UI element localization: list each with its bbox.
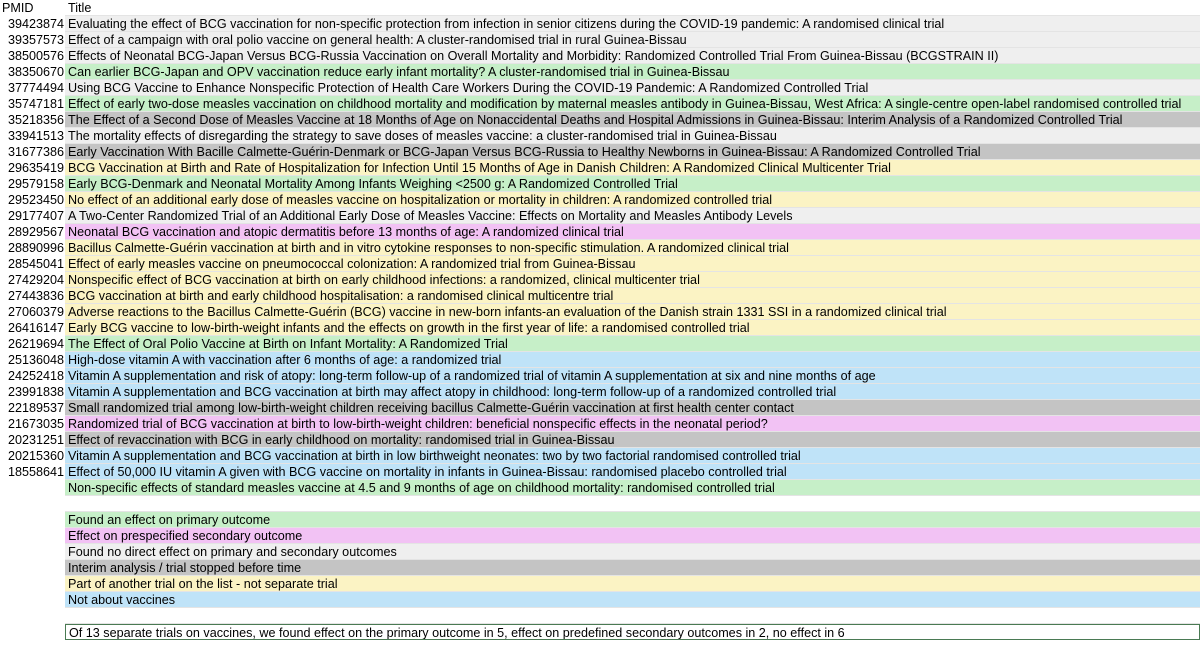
legend-cell[interactable]: Interim analysis / trial stopped before time [65, 560, 1200, 576]
pmid-cell[interactable]: 29579158 [0, 176, 65, 192]
summary-row [0, 624, 1200, 640]
pmid-cell[interactable]: 20231251 [0, 432, 65, 448]
title-cell[interactable]: Non-specific effects of standard measles vaccine at 4.5 and 9 months of age on childhood mortality: randomised controlled trial [65, 480, 1200, 496]
empty-cell[interactable] [0, 496, 65, 512]
empty-cell[interactable] [0, 560, 65, 576]
table-row [0, 368, 1200, 384]
pmid-cell[interactable]: 28545041 [0, 256, 65, 272]
legend [0, 512, 1200, 608]
title-cell[interactable]: No effect of an additional early dose of measles vaccine on hospitalization or mortality in children: A randomized controlled trial [65, 192, 1200, 208]
pmid-cell[interactable]: 26416147 [0, 320, 65, 336]
pmid-cell[interactable]: 21673035 [0, 416, 65, 432]
table-row [0, 80, 1200, 96]
data-rows [0, 16, 1200, 496]
pmid-cell[interactable]: 39357573 [0, 32, 65, 48]
header-title[interactable]: Title [65, 0, 1200, 16]
table-row [0, 336, 1200, 352]
empty-cell[interactable] [65, 496, 1200, 512]
legend-cell[interactable]: Part of another trial on the list - not separate trial [65, 576, 1200, 592]
title-cell[interactable]: The mortality effects of disregarding the strategy to save doses of measles vaccine: a cluster-randomised trial in Guinea-Bissau [65, 128, 1200, 144]
table-row [0, 288, 1200, 304]
table-row [0, 48, 1200, 64]
table-row [0, 112, 1200, 128]
table-row [0, 256, 1200, 272]
title-cell[interactable]: A Two-Center Randomized Trial of an Additional Early Dose of Measles Vaccine: Effects on Mortality and Measles Antibody Levels [65, 208, 1200, 224]
table-row [0, 16, 1200, 32]
legend-cell[interactable]: Effect on prespecified secondary outcome [65, 528, 1200, 544]
pmid-cell[interactable]: 29177407 [0, 208, 65, 224]
legend-row [0, 544, 1200, 560]
empty-cell[interactable] [0, 576, 65, 592]
table-row [0, 128, 1200, 144]
title-cell[interactable]: BCG Vaccination at Birth and Rate of Hospitalization for Infection Until 15 Months of Age in Danish Children: A Randomized Clinical Multicenter Trial [65, 160, 1200, 176]
table-row [0, 480, 1200, 496]
table-row [0, 192, 1200, 208]
table-row [0, 240, 1200, 256]
title-cell[interactable]: Bacillus Calmette-Guérin vaccination at birth and in vitro cytokine responses to non-specific stimulation. A randomized clinical trial [65, 240, 1200, 256]
title-cell[interactable]: The Effect of a Second Dose of Measles Vaccine at 18 Months of Age on Nonaccidental Deaths and Hospital Admissions in Guinea-Bissau: Interim Analysis of a Randomized Controlled Trial [65, 112, 1200, 128]
pmid-cell[interactable]: 38350670 [0, 64, 65, 80]
pmid-cell[interactable]: 26219694 [0, 336, 65, 352]
empty-cell[interactable] [65, 608, 1200, 624]
legend-cell[interactable]: Not about vaccines [65, 592, 1200, 608]
legend-row [0, 560, 1200, 576]
title-cell[interactable]: Nonspecific effect of BCG vaccination at birth on early childhood infections: a randomized, clinical multicenter trial [65, 272, 1200, 288]
table-row [0, 464, 1200, 480]
table-row [0, 224, 1200, 240]
pmid-cell[interactable]: 35747181 [0, 96, 65, 112]
pmid-cell[interactable] [0, 480, 65, 496]
pmid-cell[interactable]: 28890996 [0, 240, 65, 256]
title-cell[interactable]: Using BCG Vaccine to Enhance Nonspecific Protection of Health Care Workers During the COVID-19 Pandemic: A Randomized Controlled Trial [65, 80, 1200, 96]
table-row [0, 400, 1200, 416]
title-cell[interactable]: Vitamin A supplementation and BCG vaccination at birth may affect atopy in childhood: long-term follow-up of a randomized controlled trial [65, 384, 1200, 400]
summary-cell[interactable]: Of 13 separate trials on vaccines, we found effect on the primary outcome in 5, effect on predefined secondary outcomes in 2, no effect in 6 [65, 624, 1200, 640]
empty-cell[interactable] [0, 624, 65, 640]
table-row [0, 272, 1200, 288]
table-row [0, 384, 1200, 400]
title-cell[interactable]: Early BCG vaccine to low-birth-weight infants and the effects on growth in the first year of life: a randomised controlled trial [65, 320, 1200, 336]
legend-row [0, 512, 1200, 528]
empty-cell[interactable] [0, 592, 65, 608]
pmid-cell[interactable]: 29635419 [0, 160, 65, 176]
pmid-cell[interactable]: 27429204 [0, 272, 65, 288]
title-cell[interactable]: Early Vaccination With Bacille Calmette-Guérin-Denmark or BCG-Japan Versus BCG-Russia to Healthy Newborns in Guinea-Bissau: A Randomized Controlled Trial [65, 144, 1200, 160]
title-cell[interactable]: Effect of a campaign with oral polio vaccine on general health: A cluster-randomised trial in rural Guinea-Bissau [65, 32, 1200, 48]
pmid-cell[interactable]: 37774494 [0, 80, 65, 96]
title-cell[interactable]: BCG vaccination at birth and early childhood hospitalisation: a randomised clinical multicentre trial [65, 288, 1200, 304]
table-row [0, 64, 1200, 80]
title-cell[interactable]: The Effect of Oral Polio Vaccine at Birth on Infant Mortality: A Randomized Trial [65, 336, 1200, 352]
empty-cell[interactable] [0, 544, 65, 560]
pmid-cell[interactable]: 39423874 [0, 16, 65, 32]
legend-row [0, 592, 1200, 608]
pmid-cell[interactable]: 33941513 [0, 128, 65, 144]
table-row [0, 432, 1200, 448]
legend-row [0, 576, 1200, 592]
pmid-cell[interactable]: 23991838 [0, 384, 65, 400]
table-row [0, 176, 1200, 192]
title-cell[interactable]: Neonatal BCG vaccination and atopic dermatitis before 13 months of age: A randomized clinical trial [65, 224, 1200, 240]
table-row [0, 320, 1200, 336]
title-cell[interactable]: Effects of Neonatal BCG-Japan Versus BCG-Russia Vaccination on Overall Mortality and Morbidity: Randomized Controlled Trial From Guinea-Bissau (BCGSTRAIN II) [65, 48, 1200, 64]
table-row [0, 96, 1200, 112]
pmid-cell[interactable]: 18558641 [0, 464, 65, 480]
legend-row [0, 528, 1200, 544]
legend-cell[interactable]: Found no direct effect on primary and secondary outcomes [65, 544, 1200, 560]
pmid-cell[interactable]: 22189537 [0, 400, 65, 416]
title-cell[interactable]: Vitamin A supplementation and risk of atopy: long-term follow-up of a randomized trial of vitamin A supplementation at six and nine months of age [65, 368, 1200, 384]
header-pmid[interactable]: PMID [0, 0, 65, 16]
title-cell[interactable]: Randomized trial of BCG vaccination at birth to low-birth-weight children: beneficial nonspecific effects in the neonatal period? [65, 416, 1200, 432]
table-row [0, 144, 1200, 160]
pmid-cell[interactable]: 24252418 [0, 368, 65, 384]
title-cell[interactable]: Effect of early two-dose measles vaccination on childhood mortality and modification by maternal measles antibody in Guinea-Bissau, West Africa: A single-centre open-label randomised controlled trial [65, 96, 1200, 112]
title-cell[interactable]: Effect of revaccination with BCG in early childhood on mortality: randomised trial in Guinea-Bissau [65, 432, 1200, 448]
title-cell[interactable]: Can earlier BCG-Japan and OPV vaccination reduce early infant mortality? A cluster-randomised trial in Guinea-Bissau [65, 64, 1200, 80]
title-cell[interactable]: Vitamin A supplementation and BCG vaccination at birth in low birthweight neonates: two by two factorial randomised controlled trial [65, 448, 1200, 464]
pmid-cell[interactable]: 38500576 [0, 48, 65, 64]
legend-cell[interactable]: Found an effect on primary outcome [65, 512, 1200, 528]
title-cell[interactable]: Small randomized trial among low-birth-weight children receiving bacillus Calmette-Guérin vaccination at first health center contact [65, 400, 1200, 416]
pmid-cell[interactable]: 25136048 [0, 352, 65, 368]
pmid-cell[interactable]: 27443836 [0, 288, 65, 304]
empty-cell[interactable] [0, 512, 65, 528]
table-row [0, 160, 1200, 176]
table-row [0, 304, 1200, 320]
table-row [0, 448, 1200, 464]
table-row [0, 352, 1200, 368]
pmid-cell[interactable]: 29523450 [0, 192, 65, 208]
title-cell[interactable]: Effect of 50,000 IU vitamin A given with BCG vaccine on mortality in infants in Guinea-Bissau: randomised placebo controlled trial [65, 464, 1200, 480]
table-row [0, 32, 1200, 48]
empty-row [0, 608, 1200, 624]
pmid-cell[interactable]: 20215360 [0, 448, 65, 464]
table-row [0, 208, 1200, 224]
table-row [0, 416, 1200, 432]
pmid-cell[interactable]: 35218356 [0, 112, 65, 128]
empty-cell[interactable] [0, 608, 65, 624]
title-cell[interactable]: Evaluating the effect of BCG vaccination for non-specific protection from infection in senior citizens during the COVID-19 pandemic: A randomised clinical trial [65, 16, 1200, 32]
pmid-cell[interactable]: 27060379 [0, 304, 65, 320]
empty-row [0, 496, 1200, 512]
title-cell[interactable]: Adverse reactions to the Bacillus Calmette-Guérin (BCG) vaccine in new-born infants-an evaluation of the Danish strain 1331 SSI in a randomized clinical trial [65, 304, 1200, 320]
pmid-cell[interactable]: 31677386 [0, 144, 65, 160]
header-row [0, 0, 1200, 16]
title-cell[interactable]: Effect of early measles vaccine on pneumococcal colonization: A randomized trial from Guinea-Bissau [65, 256, 1200, 272]
title-cell[interactable]: High-dose vitamin A with vaccination after 6 months of age: a randomized trial [65, 352, 1200, 368]
pmid-cell[interactable]: 28929567 [0, 224, 65, 240]
title-cell[interactable]: Early BCG-Denmark and Neonatal Mortality Among Infants Weighing <2500 g: A Randomized Controlled Trial [65, 176, 1200, 192]
empty-cell[interactable] [0, 528, 65, 544]
